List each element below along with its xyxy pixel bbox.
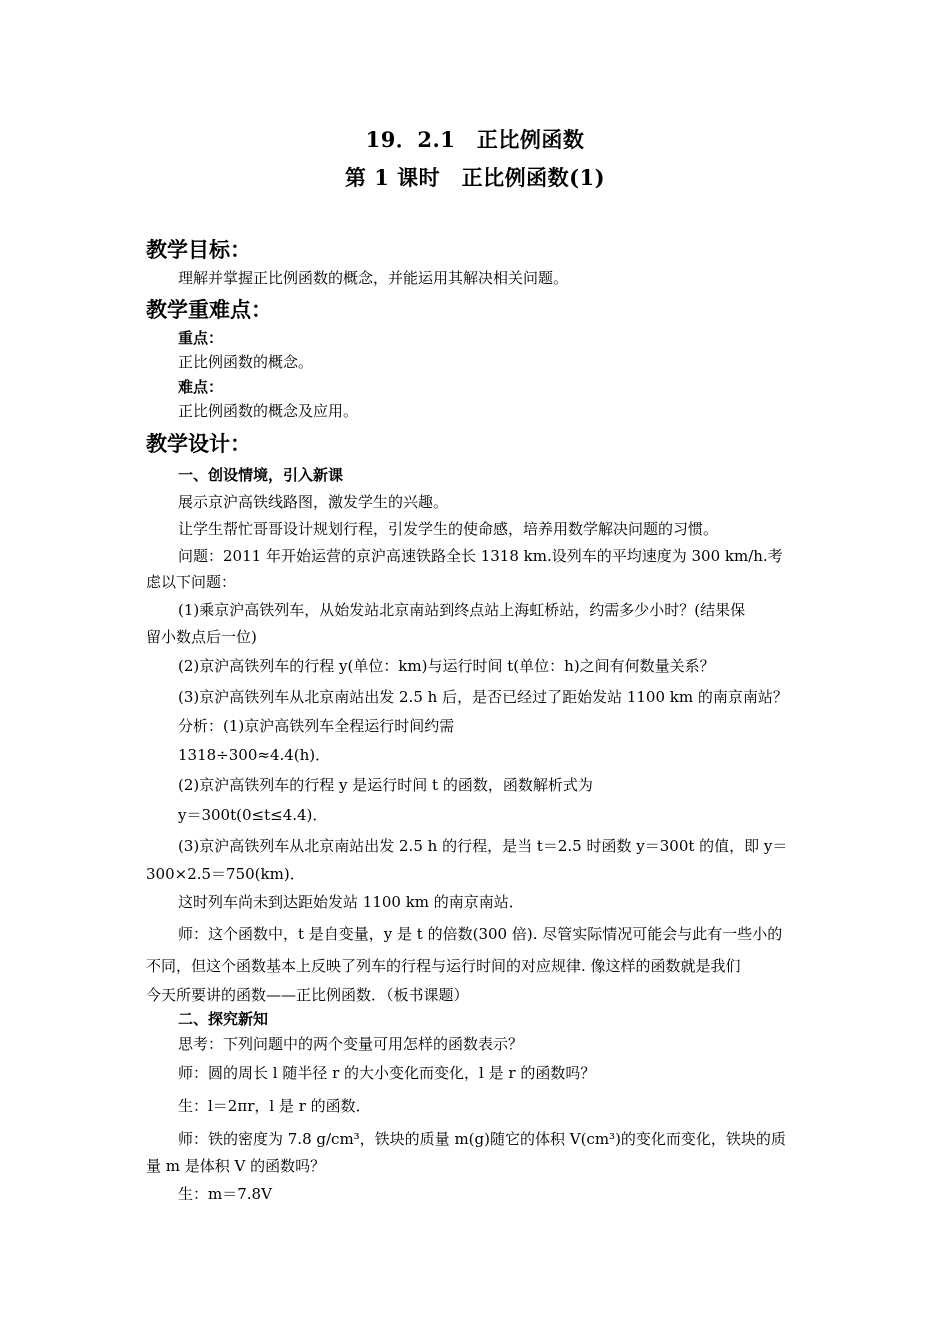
analysis: 1318÷300≈4.4(h)． xyxy=(178,746,331,764)
paragraph: 量 m 是体积 V 的函数吗？ xyxy=(146,1157,326,1175)
part1-title: 一、创设情境，引入新课 xyxy=(178,466,344,484)
analysis: y＝300t(0≤t≤4.4)． xyxy=(178,806,328,824)
analysis: 分析：(1)京沪高铁列车全程运行时间约需 xyxy=(178,717,455,735)
paragraph: 师：铁的密度为 7.8 g/cm³，铁块的质量 m(g)随它的体积 V(cm³)的变化而变化，铁块的质 xyxy=(178,1130,786,1148)
teacher-line: 不同，但这个函数基本上反映了列车的行程与运行时间的对应规律. 像这样的函数就是我们 xyxy=(146,957,741,975)
key-heading: 教学重难点： xyxy=(146,298,272,322)
question-1: 留小数点后一位) xyxy=(146,628,257,646)
goals-text: 理解并掌握正比例函数的概念，并能运用其解决相关问题。 xyxy=(178,269,569,287)
lesson-title: 第 1 课时 正比例函数(1) xyxy=(344,165,606,190)
key-text: 正比例函数的概念。 xyxy=(178,353,314,371)
difficult-text: 正比例函数的概念及应用。 xyxy=(178,402,359,420)
paragraph: 问题：2011 年开始运营的京沪高速铁路全长 1318 km.设列车的平均速度为 300 km/h.考 xyxy=(178,547,783,565)
paragraph: 让学生帮忙哥哥设计规划行程，引发学生的使命感，培养用数学解决问题的习惯。 xyxy=(178,520,719,538)
question-3: (3)京沪高铁列车从北京南站出发 2.5 h 后，是否已经过了距始发站 1100 km 的南京南站？ xyxy=(178,688,788,706)
paragraph: 生：l＝2πr，l 是 r 的函数． xyxy=(178,1097,371,1115)
question-2: (2)京沪高铁列车的行程 y(单位：km)与运行时间 t(单位：h)之间有何数量关系？ xyxy=(178,657,715,675)
paragraph: 生：m＝7.8V xyxy=(178,1185,272,1203)
question-1: (1)乘京沪高铁列车，从始发站北京南站到终点站上海虹桥站，约需多少小时？(结果保 xyxy=(178,601,746,619)
paragraph: 思考：下列问题中的两个变量可用怎样的函数表示？ xyxy=(178,1035,524,1053)
goals-heading: 教学目标： xyxy=(146,238,251,262)
document-title: 19．2.1 正比例函数 xyxy=(365,127,585,152)
design-heading: 教学设计： xyxy=(146,432,251,456)
analysis: (2)京沪高铁列车的行程 y 是运行时间 t 的函数，函数解析式为 xyxy=(178,776,593,794)
paragraph: 展示京沪高铁线路图，激发学生的兴趣。 xyxy=(178,493,449,511)
key-label: 重点： xyxy=(178,329,224,347)
analysis: 300×2.5＝750(km)． xyxy=(146,865,305,883)
analysis: (3)京沪高铁列车从北京南站出发 2.5 h 的行程，是当 t＝2.5 时函数 y＝300t 的值，即 y＝ xyxy=(178,837,788,855)
part2-title: 二、探究新知 xyxy=(178,1010,269,1028)
paragraph: 师：圆的周长 l 随半径 r 的大小变化而变化，l 是 r 的函数吗？ xyxy=(178,1064,596,1082)
paragraph: 虑以下问题： xyxy=(146,573,237,591)
teacher-line: 师：这个函数中，t 是自变量，y 是 t 的倍数(300 倍). 尽管实际情况可能会与此有一些小的 xyxy=(178,925,783,943)
teacher-line: 今天所要讲的函数——正比例函数．（板书课题） xyxy=(146,986,469,1004)
difficult-label: 难点： xyxy=(178,378,224,396)
analysis: 这时列车尚未到达距始发站 1100 km 的南京南站． xyxy=(178,893,524,911)
